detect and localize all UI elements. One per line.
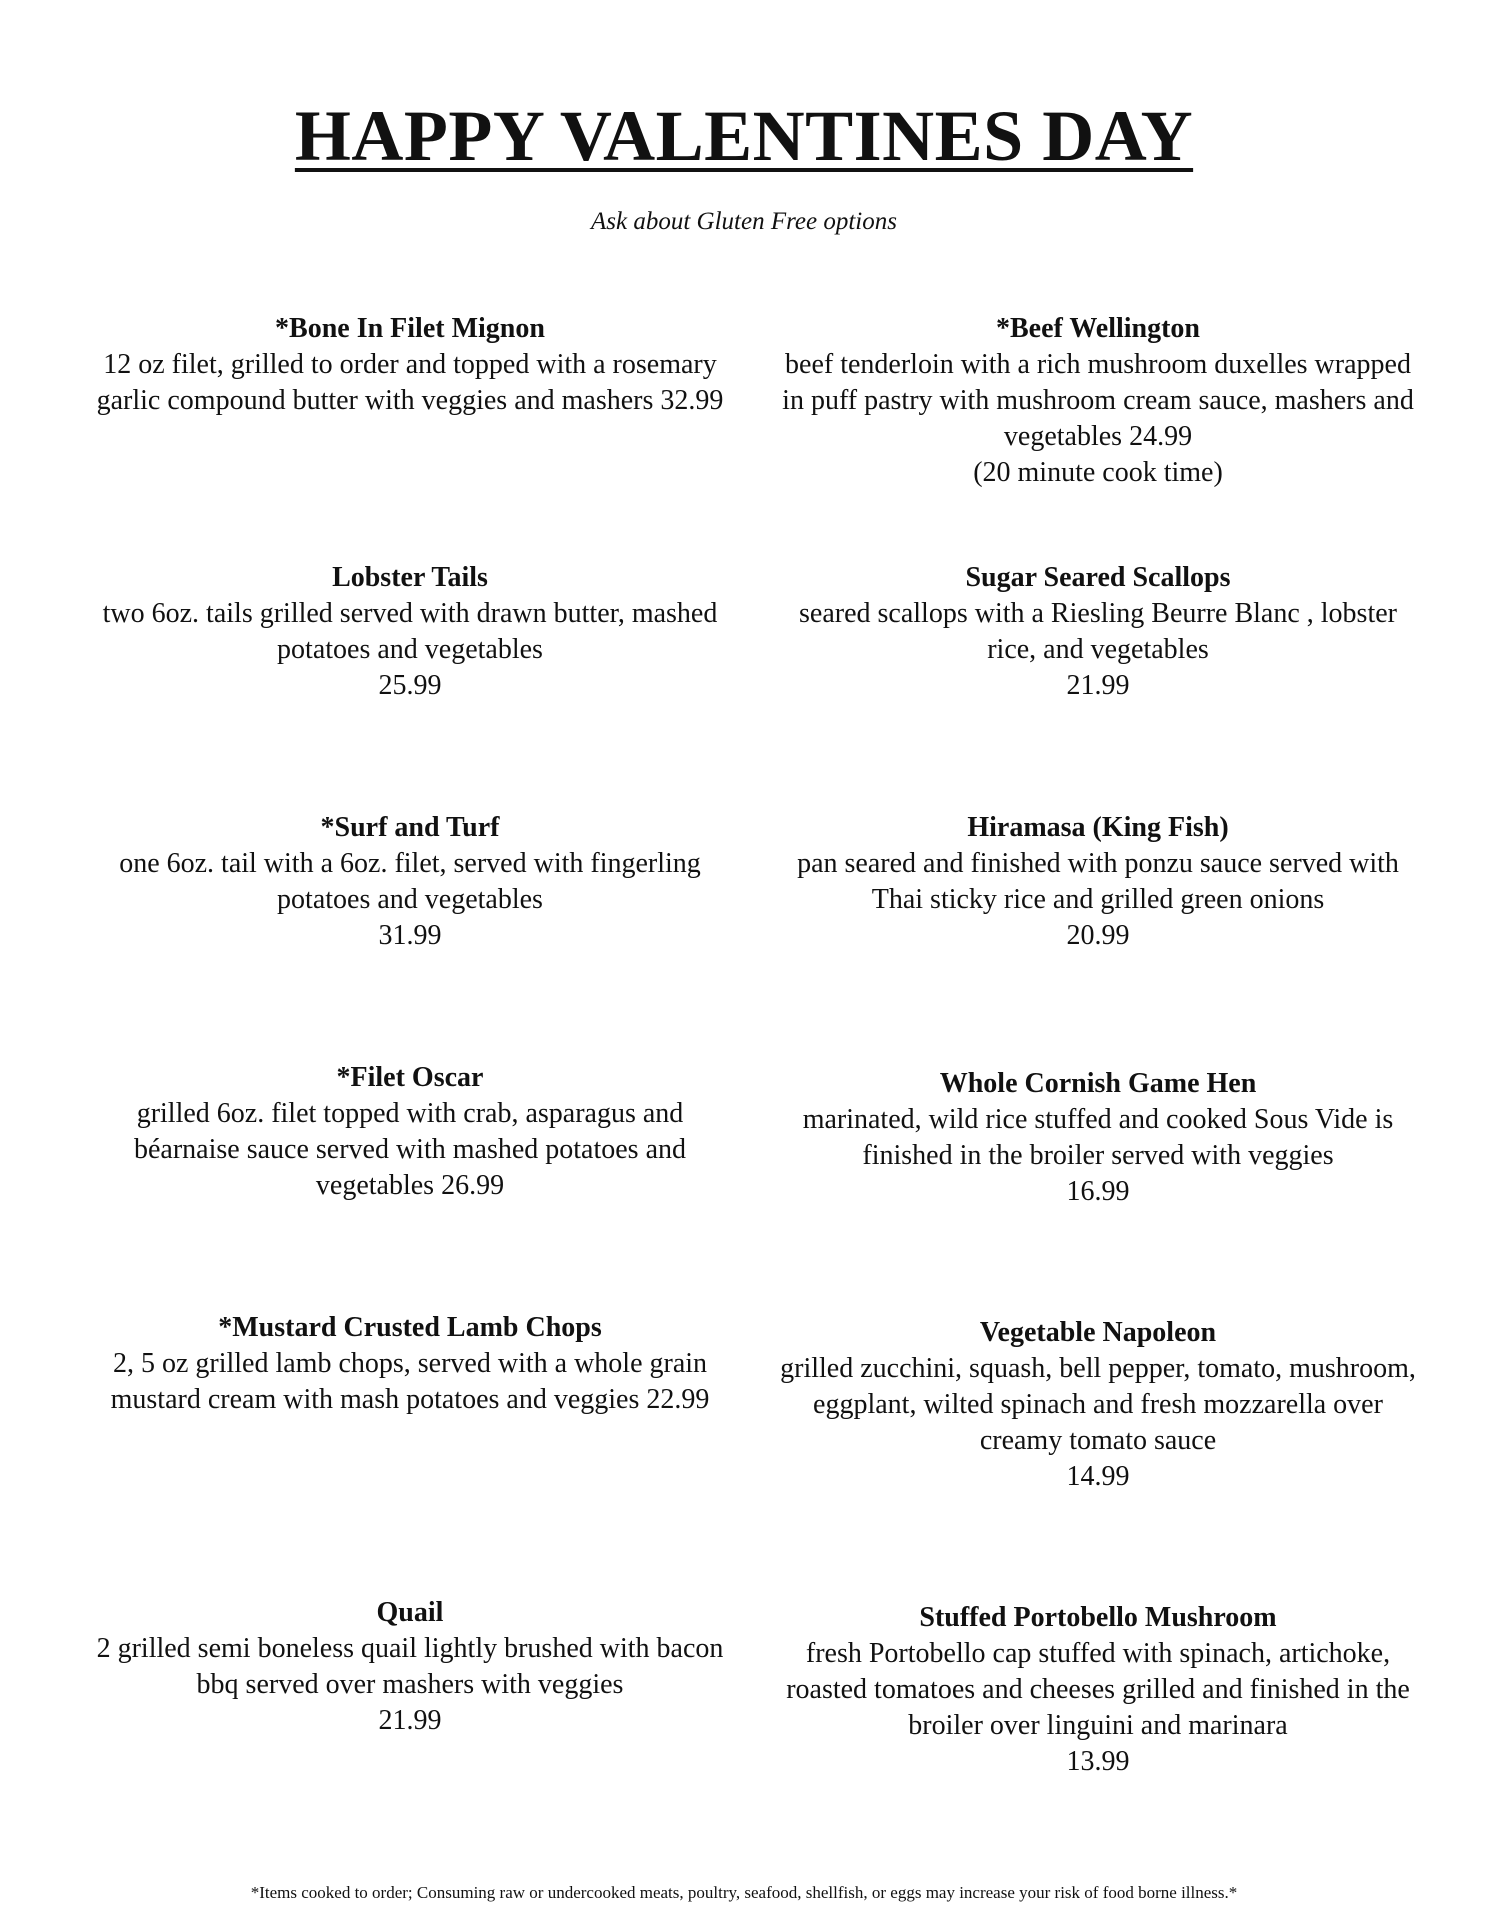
gluten-free-note: Ask about Gluten Free options — [591, 208, 897, 235]
menu-item-name: Sugar Seared Scallops — [965, 562, 1231, 593]
menu-item-filet-oscar — [90, 1060, 730, 1204]
menu-item-lobster-tails — [90, 560, 730, 704]
menu-item-name: Quail — [376, 1597, 444, 1628]
menu-item-description: two 6oz. tails grilled served with drawn butter, mashed potatoes and vegetables — [102, 598, 718, 665]
menu-item-bone-in-filet-mignon — [90, 311, 730, 419]
menu-item-stuffed-portobello-mushroom — [778, 1600, 1418, 1780]
menu-item-hiramasa — [778, 810, 1418, 954]
menu-item-price: 13.99 — [1066, 1746, 1130, 1777]
menu-item-description: fresh Portobello cap stuffed with spinach, artichoke, roasted tomatoes and cheeses grilled and finished in the broiler over linguini and marinara — [786, 1638, 1410, 1741]
menu-item-name: *Filet Oscar — [336, 1062, 484, 1093]
menu-item-sugar-seared-scallops — [778, 560, 1418, 704]
menu-item-description: grilled 6oz. filet topped with crab, asparagus and béarnaise sauce served with mashed potatoes and vegetables 26.99 — [133, 1098, 686, 1201]
menu-item-description: marinated, wild rice stuffed and cooked Sous Vide is finished in the broiler served with veggies — [802, 1104, 1394, 1171]
menu-item-description: 2 grilled semi boneless quail lightly brushed with bacon bbq served over mashers with veggies — [96, 1633, 724, 1700]
menu-item-price: 14.99 — [1066, 1461, 1130, 1492]
menu-item-name: Lobster Tails — [332, 562, 488, 593]
menu-item-beef-wellington — [778, 311, 1418, 491]
menu-item-price: 20.99 — [1066, 920, 1130, 951]
menu-item-description: seared scallops with a Riesling Beurre Blanc , lobster rice, and vegetables — [799, 598, 1397, 665]
menu-item-name: Stuffed Portobello Mushroom — [919, 1602, 1277, 1633]
menu-item-name: *Beef Wellington — [995, 313, 1201, 344]
menu-item-description: one 6oz. tail with a 6oz. filet, served with fingerling potatoes and vegetables — [119, 848, 701, 915]
menu-item-price: 16.99 — [1066, 1176, 1130, 1207]
menu-item-vegetable-napoleon — [778, 1315, 1418, 1495]
menu-item-name: Whole Cornish Game Hen — [939, 1068, 1257, 1099]
menu-item-quail — [90, 1595, 730, 1739]
menu-item-price: 31.99 — [378, 920, 442, 951]
menu-item-price: 21.99 — [378, 1705, 442, 1736]
menu-item-name: Vegetable Napoleon — [979, 1317, 1217, 1348]
menu-item-name: Hiramasa (King Fish) — [967, 812, 1229, 843]
page-title — [0, 96, 1488, 176]
menu-item-name: *Surf and Turf — [320, 812, 500, 843]
menu-item-surf-and-turf — [90, 810, 730, 954]
menu-item-description: 2, 5 oz grilled lamb chops, served with a whole grain mustard cream with mash potatoes and veggies 22.99 — [110, 1348, 710, 1415]
page-title-text: HAPPY VALENTINES DAY — [294, 96, 1194, 176]
menu-item-price: 25.99 — [378, 670, 442, 701]
menu-item-note: (20 minute cook time) — [973, 457, 1223, 488]
menu-item-description: 12 oz filet, grilled to order and topped with a rosemary garlic compound butter with veggies and mashers 32.99 — [96, 349, 724, 416]
menu-item-name: *Bone In Filet Mignon — [275, 313, 545, 344]
menu-item-name: *Mustard Crusted Lamb Chops — [218, 1312, 602, 1343]
menu-item-mustard-crusted-lamb-chops — [90, 1310, 730, 1418]
menu-item-description: pan seared and finished with ponzu sauce served with Thai sticky rice and grilled green onions — [797, 848, 1399, 915]
menu-item-price: 21.99 — [1066, 670, 1130, 701]
menu-item-description: grilled zucchini, squash, bell pepper, tomato, mushroom, eggplant, wilted spinach and fresh mozzarella over creamy tomato sauce — [780, 1353, 1416, 1456]
menu-item-whole-cornish-game-hen — [778, 1066, 1418, 1210]
menu-item-description: beef tenderloin with a rich mushroom duxelles wrapped in puff pastry with mushroom cream sauce, mashers and vegetables 24.99 — [782, 349, 1414, 452]
food-safety-disclaimer: *Items cooked to order; Consuming raw or undercooked meats, poultry, seafood, shellfish, or eggs may increase your risk of food borne illness.* — [250, 1883, 1238, 1902]
